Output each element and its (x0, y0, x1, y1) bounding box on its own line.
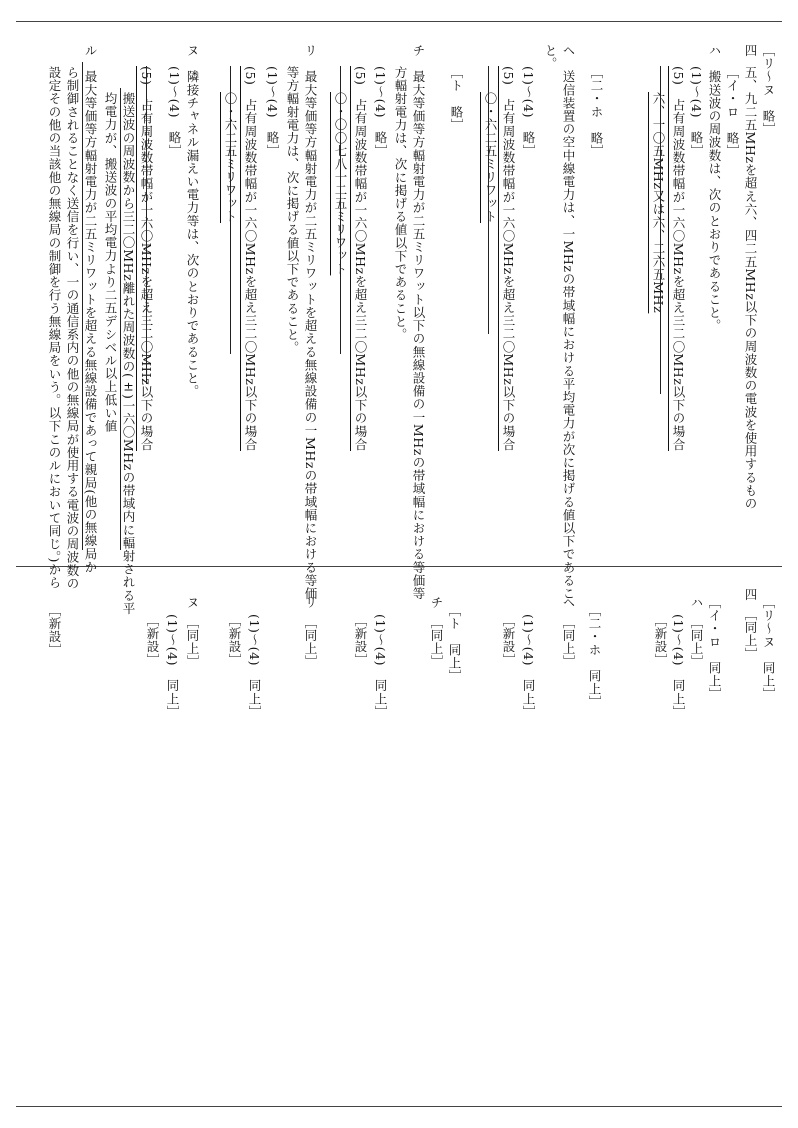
change-bar (230, 66, 231, 354)
text-line: (1)〜(4) 同上］ (521, 614, 536, 719)
text-line: 〇・〇〇七八一二五ミリワット (333, 92, 348, 276)
text-line: ［ト 同上］ (447, 604, 462, 683)
text-line: ［イ・ロ 略］ (725, 66, 740, 158)
text-line: ヘ 送信装置の空中線電力は、一MHzの帯域幅における平均電力が次に掲げる値以下であるこ (561, 44, 576, 601)
text-line: リ 最大等価等方輻射電力が二五ミリワットを超える無線設備の一MHzの帯域幅における等価 (303, 44, 318, 601)
text-line: チ ［同上］ (429, 596, 444, 669)
text-line: (1)〜(4) 同上］ (247, 614, 262, 719)
text-line: (1)〜(4) 同上］ (373, 614, 388, 719)
text-line: ［リ〜ヌ 略］ (761, 44, 776, 136)
text-line: ［リ〜ヌ 同上］ (761, 596, 776, 701)
change-bar (82, 62, 83, 550)
text-line: (5) 占有周波数帯幅が一六〇MHzを超え三二〇MHz以下の場合 (671, 66, 686, 451)
text-line: ヌ ［同上］ (185, 596, 200, 669)
text-line: (1)〜(4) 同上］ (165, 614, 180, 719)
change-bar (488, 66, 489, 334)
text-line: (1)〜(4) 略］ (167, 66, 182, 158)
text-line: 〇・六二五ミリワット (483, 92, 498, 223)
text-line: (1)〜(4) 略］ (521, 66, 536, 158)
text-line: (1)〜(4) 同上］ (671, 614, 686, 719)
text-line: ［新設］ (145, 614, 160, 667)
text-line: (1)〜(4) 略］ (373, 66, 388, 158)
text-line: 搬送波の周波数から三二〇MHz離れた周波数の(±)一六〇MHzの帯域内に輻射される平 (121, 92, 136, 616)
text-line: リ ［同上］ (303, 596, 318, 669)
section-number: 四 (743, 44, 758, 58)
text-line: 〇・六二五ミリワット (223, 92, 238, 223)
text-line: (5) 占有周波数帯幅が一六〇MHzを超え三二〇MHz以下の場合 (139, 66, 154, 451)
text-line: ［ト 略］ (449, 66, 464, 132)
text-line: (5) 占有周波数帯幅が一六〇MHzを超え三二〇MHz以下の場合 (353, 66, 368, 451)
text-line: (5) 占有周波数帯幅が一六〇MHzを超え三二〇MHz以下の場合 (501, 66, 516, 451)
text-line: ［二・ホ 略］ (589, 66, 604, 158)
text-line: 五、九二五MHzを超え六、四二五MHz以下の周波数の電波を使用するもの (743, 66, 758, 511)
text-line: (5) 占有周波数帯幅が一六〇MHzを超え三二〇MHz以下の場合 (243, 66, 258, 451)
text-line: ［二・ホ 同上］ (587, 604, 602, 709)
text-line: 均電力が、搬送波の平均電力より二五デシベル以上低い値 (103, 92, 118, 433)
text-line: ル 最大等価等方輻射電力が二五ミリワットを超える無線設備であって親局(他の無線局か (83, 44, 98, 574)
text-line: ［イ・ロ 同上］ (707, 596, 722, 701)
text-line: ［新設］ (227, 614, 242, 667)
text-line: と。 (543, 44, 558, 71)
section-number: 四 (743, 588, 758, 602)
change-bar (660, 66, 661, 394)
text-line: (1)〜(4) 略］ (689, 66, 704, 158)
text-line: ［新設］ (653, 614, 668, 667)
text-line: (1)〜(4) 略］ (265, 66, 280, 158)
text-line: 設定その他の当該他の無線局の制御を行う無線局をいう。以下このルにおいて同じ。)から (47, 66, 62, 590)
text-line: 六、一〇五MHz又は六、二六五MHz (651, 92, 666, 314)
text-line: ［新設］ (47, 604, 62, 657)
change-bar (340, 66, 341, 354)
text-line: チ 最大等価等方輻射電力が二五ミリワット以下の無線設備の一MHzの帯域幅における等価等 (411, 44, 426, 601)
text-line: ［新設］ (501, 614, 516, 667)
text-line: ［同上］ (743, 608, 758, 661)
text-line: ヌ 隣接チャネル漏えい電力等は、次のとおりであること。 (185, 44, 200, 398)
bottom-rule (16, 1106, 782, 1107)
change-bar (120, 88, 121, 550)
change-bar (146, 66, 147, 384)
text-line: 方輻射電力は、次に掲げる値以下であること。 (393, 66, 408, 342)
text-line: ［新設］ (353, 614, 368, 667)
text-line: ら制御されることなく送信を行い、一の通信系内の他の無線局が使用する電波の周波数の (65, 66, 80, 590)
text-line: ヘ ［同上］ (561, 596, 576, 669)
top-rule (16, 21, 782, 22)
text-line: ハ ［同上］ (689, 596, 704, 669)
text-line: ハ 搬送波の周波数は、次のとおりであること。 (707, 44, 722, 333)
text-line: 等方輻射電力は、次に掲げる値以下であること。 (285, 66, 300, 355)
